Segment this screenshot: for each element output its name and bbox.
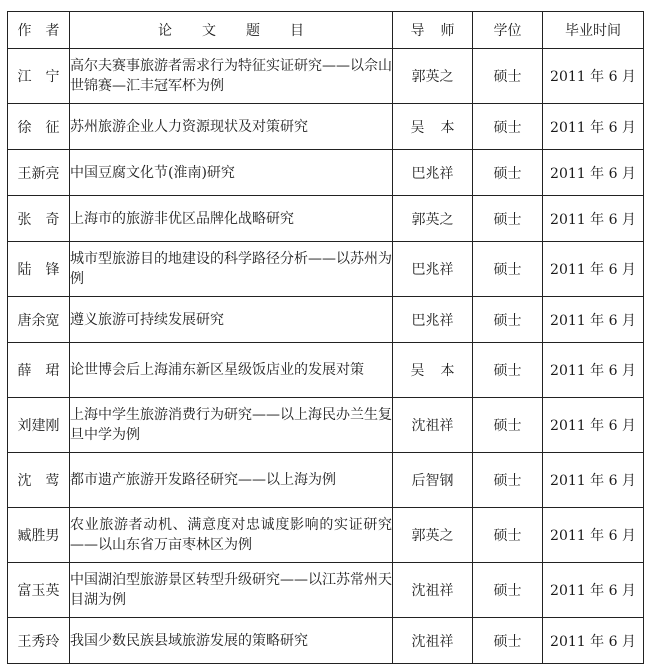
- advisor-cell-text: 沈祖祥: [411, 583, 454, 599]
- author-cell: [8, 563, 70, 618]
- degree-cell-text: 硕士: [493, 262, 522, 278]
- graduation-date-cell: [543, 343, 644, 398]
- thesis-title-cell-text: 农业旅游者动机、满意度对忠诚度影响的实证研究——以山东省万亩枣林区为例: [70, 517, 392, 553]
- graduation-date-cell-text: 2011 年 6 月: [550, 211, 636, 228]
- thesis-title-cell: [70, 196, 393, 242]
- advisor-cell: [393, 508, 473, 563]
- thesis-title-cell: [70, 618, 393, 664]
- degree-cell: [473, 150, 543, 196]
- table-row: [8, 453, 644, 508]
- author-cell: [8, 618, 70, 664]
- degree-cell-text: 硕士: [493, 211, 522, 228]
- table-row: [8, 398, 644, 453]
- author-cell-text: 徐征: [17, 119, 74, 136]
- thesis-title-cell: [70, 343, 393, 398]
- graduation-date-cell: [543, 453, 644, 508]
- degree-cell-text: 硕士: [493, 473, 522, 489]
- graduation-date-cell-text: 2011 年 6 月: [550, 633, 636, 650]
- graduation-date-cell: [543, 398, 644, 453]
- author-cell: [8, 297, 70, 343]
- degree-cell: [473, 297, 543, 343]
- table-row: [8, 196, 644, 242]
- advisor-cell-text: 巴兆祥: [411, 165, 454, 182]
- thesis-title-cell-text: 都市遗产旅游开发路径研究——以上海为例: [70, 472, 336, 488]
- author-cell-text: 臧胜男: [17, 528, 60, 544]
- advisor-cell: [393, 297, 473, 343]
- graduation-date-cell-text: 2011 年 6 月: [550, 165, 636, 182]
- header-date: 毕业时间: [543, 12, 644, 49]
- degree-cell: [473, 196, 543, 242]
- table-row: [8, 343, 644, 398]
- table-row: [8, 297, 644, 343]
- thesis-title-cell-text: 中国豆腐文化节(淮南)研究: [70, 164, 235, 181]
- degree-cell-text: 硕士: [493, 583, 522, 599]
- degree-cell-text: 硕士: [493, 312, 522, 329]
- graduation-date-cell-text: 2011 年 6 月: [550, 473, 636, 489]
- header-title: 论文题目: [70, 12, 393, 49]
- advisor-cell: [393, 618, 473, 664]
- thesis-title-cell: [70, 242, 393, 297]
- graduation-date-cell-text: 2011 年 6 月: [550, 363, 636, 379]
- author-cell: [8, 242, 74, 297]
- degree-cell: [473, 104, 543, 150]
- table-row: [8, 618, 644, 664]
- degree-cell: [473, 49, 543, 104]
- advisor-cell: [393, 398, 473, 453]
- advisor-cell: [393, 104, 473, 150]
- table-header-row: [8, 12, 644, 49]
- author-cell: [8, 508, 70, 563]
- thesis-title-cell-text: 苏州旅游企业人力资源现状及对策研究: [70, 118, 308, 135]
- thesis-title-cell-text: 城市型旅游目的地建设的科学路径分析——以苏州为例: [70, 251, 392, 287]
- author-cell: [8, 196, 74, 242]
- table-row: [8, 508, 644, 563]
- author-cell-text: 唐余宽: [17, 312, 60, 329]
- header-advisor: 导师: [393, 12, 473, 49]
- table-row: [8, 150, 644, 196]
- thesis-title-cell-text: 论世博会后上海浦东新区星级饭店业的发展对策: [70, 362, 364, 378]
- author-cell-text: 富玉英: [17, 583, 60, 599]
- graduation-date-cell: [543, 150, 644, 196]
- graduation-date-cell-text: 2011 年 6 月: [550, 262, 636, 278]
- degree-cell: [473, 398, 543, 453]
- author-cell-text: 王新亮: [17, 165, 60, 182]
- graduation-date-cell: [543, 508, 644, 563]
- advisor-cell: [393, 150, 473, 196]
- graduation-date-cell-text: 2011 年 6 月: [550, 69, 636, 85]
- advisor-cell: [393, 242, 473, 297]
- author-cell: [8, 453, 74, 508]
- thesis-title-cell: [70, 297, 393, 343]
- graduation-date-cell-text: 2011 年 6 月: [550, 119, 636, 136]
- author-cell: [8, 343, 74, 398]
- table-row: [8, 49, 644, 104]
- thesis-table: [7, 11, 644, 664]
- author-cell: [8, 398, 70, 453]
- advisor-cell-text: 郭英之: [411, 528, 454, 544]
- advisor-cell-text: 沈祖祥: [411, 633, 454, 650]
- advisor-cell-text: 郭英之: [411, 211, 454, 228]
- graduation-date-cell-text: 2011 年 6 月: [550, 312, 636, 329]
- degree-cell: [473, 453, 543, 508]
- advisor-cell: [393, 343, 473, 398]
- graduation-date-cell: [543, 49, 644, 104]
- advisor-cell-text: 后智钢: [411, 473, 454, 489]
- author-cell: [8, 150, 70, 196]
- advisor-cell-text: 巴兆祥: [411, 312, 454, 329]
- advisor-cell-text: 吴本: [410, 363, 471, 379]
- advisor-cell: [393, 196, 473, 242]
- degree-cell: [473, 563, 543, 618]
- author-cell-text: 张奇: [17, 211, 74, 228]
- thesis-title-cell-text: 遵义旅游可持续发展研究: [70, 311, 224, 328]
- degree-cell-text: 硕士: [493, 363, 522, 379]
- thesis-title-cell: [70, 563, 393, 618]
- graduation-date-cell-text: 2011 年 6 月: [550, 528, 636, 544]
- thesis-title-cell: [70, 398, 393, 453]
- header-degree: 学位: [473, 12, 543, 49]
- thesis-title-cell: [70, 508, 393, 563]
- degree-cell-text: 硕士: [493, 633, 522, 650]
- thesis-title-cell-text: 中国湖泊型旅游景区转型升级研究——以江苏常州天目湖为例: [70, 572, 392, 608]
- thesis-title-cell: [70, 104, 393, 150]
- author-cell-text: 刘建刚: [17, 418, 60, 434]
- advisor-cell-text: 巴兆祥: [411, 262, 454, 278]
- thesis-title-cell: [70, 453, 393, 508]
- thesis-title-cell-text: 我国少数民族县域旅游发展的策略研究: [70, 632, 308, 649]
- graduation-date-cell: [543, 196, 644, 242]
- table-row: [8, 104, 644, 150]
- author-cell: [8, 49, 74, 104]
- advisor-cell: [393, 49, 473, 104]
- author-cell: [8, 104, 74, 150]
- degree-cell-text: 硕士: [493, 165, 522, 182]
- graduation-date-cell-text: 2011 年 6 月: [550, 418, 636, 434]
- graduation-date-cell: [543, 104, 644, 150]
- thesis-title-cell: [70, 49, 393, 104]
- advisor-cell-text: 吴本: [410, 119, 471, 136]
- graduation-date-cell: [543, 297, 644, 343]
- graduation-date-cell: [543, 563, 644, 618]
- advisor-cell-text: 沈祖祥: [411, 418, 454, 434]
- author-cell-text: 王秀玲: [17, 633, 60, 650]
- header-author: 作者: [8, 12, 70, 49]
- author-cell-text: 江宁: [17, 69, 74, 85]
- table-row: [8, 242, 644, 297]
- degree-cell: [473, 508, 543, 563]
- graduation-date-cell: [543, 242, 644, 297]
- advisor-cell: [393, 453, 473, 508]
- author-cell-text: 薛珺: [17, 363, 74, 379]
- degree-cell-text: 硕士: [493, 119, 522, 136]
- thesis-title-cell-text: 上海市的旅游非优区品牌化战略研究: [70, 210, 294, 227]
- thesis-title-cell-text: 上海中学生旅游消费行为研究——以上海民办兰生复旦中学为例: [70, 407, 392, 443]
- degree-cell-text: 硕士: [493, 418, 522, 434]
- degree-cell: [473, 618, 543, 664]
- advisor-cell-text: 郭英之: [411, 69, 454, 85]
- author-cell-text: 沈莺: [17, 473, 74, 489]
- graduation-date-cell-text: 2011 年 6 月: [550, 583, 636, 599]
- graduation-date-cell: [543, 618, 644, 664]
- degree-cell: [473, 242, 543, 297]
- thesis-title-cell: [70, 150, 393, 196]
- thesis-title-cell-text: 高尔夫赛事旅游者需求行为特征实证研究——以佘山世锦赛—汇丰冠军杯为例: [70, 58, 392, 94]
- degree-cell-text: 硕士: [493, 69, 522, 85]
- advisor-cell: [393, 563, 473, 618]
- degree-cell: [473, 343, 543, 398]
- degree-cell-text: 硕士: [493, 528, 522, 544]
- table-row: [8, 563, 644, 618]
- author-cell-text: 陆锋: [17, 262, 74, 278]
